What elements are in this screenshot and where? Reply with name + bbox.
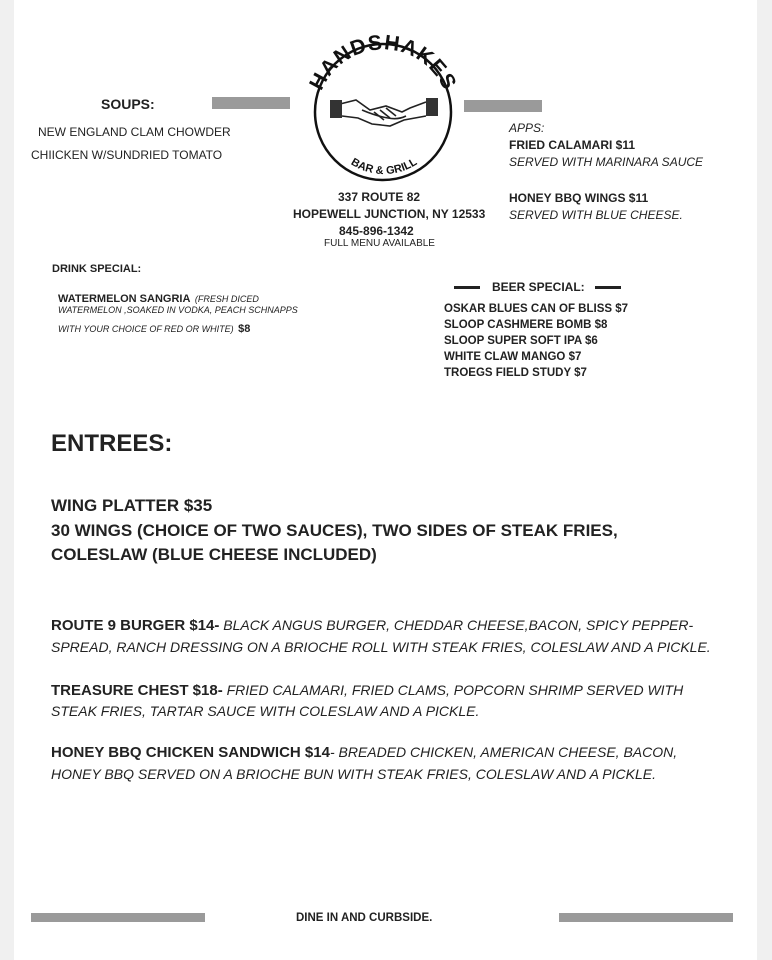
address-city: HOPEWELL JUNCTION, NY 12533: [293, 207, 486, 221]
drink-name: WATERMELON SANGRIA: [58, 293, 191, 305]
app-item-desc: SERVED WITH BLUE CHEESE.: [509, 208, 683, 222]
divider-bar-right: [464, 100, 542, 112]
entree-name: HONEY BBQ CHICKEN SANDWICH $14: [51, 744, 330, 761]
wing-platter-title: WING PLATTER $35: [51, 496, 213, 515]
beer-dash-right: [595, 286, 621, 289]
beer-item: SLOOP SUPER SOFT IPA $6: [444, 335, 598, 347]
beer-item: SLOOP CASHMERE BOMB $8: [444, 319, 608, 331]
entree-desc: BLACK ANGUS BURGER, CHEDDAR CHEESE,BACON, SPICY PEPPER-: [219, 617, 694, 633]
entree-desc: - BREADED CHICKEN, AMERICAN CHEESE, BACON,: [329, 744, 678, 760]
entree-item: [51, 615, 693, 636]
app-item-desc: SERVED WITH MARINARA SAUCE: [509, 155, 704, 169]
app-item-name: FRIED CALAMARI $11: [509, 138, 636, 152]
wing-platter-desc: COLESLAW (BLUE CHEESE INCLUDED): [51, 545, 377, 564]
handshake-icon: [330, 98, 438, 126]
beer-item: OSKAR BLUES CAN OF BLISS $7: [444, 303, 629, 315]
divider-bar-left: [212, 97, 290, 109]
footer-bar-left: [31, 913, 205, 922]
app-item-name: HONEY BBQ WINGS $11: [509, 191, 649, 205]
menu-page: [14, 0, 757, 960]
drink-price: $8: [238, 323, 251, 335]
beer-item: TROEGS FIELD STUDY $7: [444, 367, 587, 379]
logo-sub-text: BAR & GRILL: [348, 156, 420, 178]
entrees-heading: ENTREES:: [51, 430, 173, 457]
entree-desc: SPREAD, RANCH DRESSING ON A BRIOCHE ROLL WITH STEAK FRIES, COLESLAW AND A PICKLE.: [51, 639, 711, 655]
footer-text: DINE IN AND CURBSIDE.: [296, 912, 433, 924]
beer-dash-left: [454, 286, 480, 289]
address-phone: 845-896-1342: [339, 224, 414, 238]
soup-item: NEW ENGLAND CLAM CHOWDER: [38, 125, 231, 139]
beer-special-heading: BEER SPECIAL:: [492, 280, 585, 294]
drink-desc: WITH YOUR CHOICE OF RED OR WHITE): [58, 324, 234, 334]
entree-name: ROUTE 9 BURGER $14-: [51, 617, 220, 634]
drink-desc: WATERMELON ,SOAKED IN VODKA, PEACH SCHNAPPS: [58, 305, 298, 315]
drink-desc: (FRESH DICED: [194, 294, 259, 304]
handshakes-logo: [290, 20, 476, 190]
entree-name: TREASURE CHEST $18-: [51, 682, 223, 699]
full-menu-note: FULL MENU AVAILABLE: [324, 238, 435, 249]
apps-heading: APPS:: [509, 121, 545, 135]
address-street: 337 ROUTE 82: [338, 190, 421, 204]
soups-heading: SOUPS:: [101, 96, 155, 112]
entree-item: [51, 742, 677, 763]
drink-special-heading: DRINK SPECIAL:: [52, 263, 142, 275]
footer-bar-right: [559, 913, 733, 922]
logo-name-text: HANDSHAKES: [305, 31, 461, 94]
soup-item: CHIICKEN W/SUNDRIED TOMATO: [31, 148, 223, 162]
entree-desc: HONEY BBQ SERVED ON A BRIOCHE BUN WITH STEAK FRIES, COLESLAW AND A PICKLE.: [51, 766, 656, 782]
entree-item: [51, 680, 683, 701]
wing-platter-desc: 30 WINGS (CHOICE OF TWO SAUCES), TWO SIDES OF STEAK FRIES,: [51, 521, 618, 540]
entree-desc: STEAK FRIES, TARTAR SAUCE WITH COLESLAW AND A PICKLE.: [51, 703, 480, 719]
drink-special-line-3: [58, 319, 250, 337]
entree-desc: FRIED CALAMARI, FRIED CLAMS, POPCORN SHRIMP SERVED WITH: [222, 682, 684, 698]
beer-item: WHITE CLAW MANGO $7: [444, 351, 582, 363]
